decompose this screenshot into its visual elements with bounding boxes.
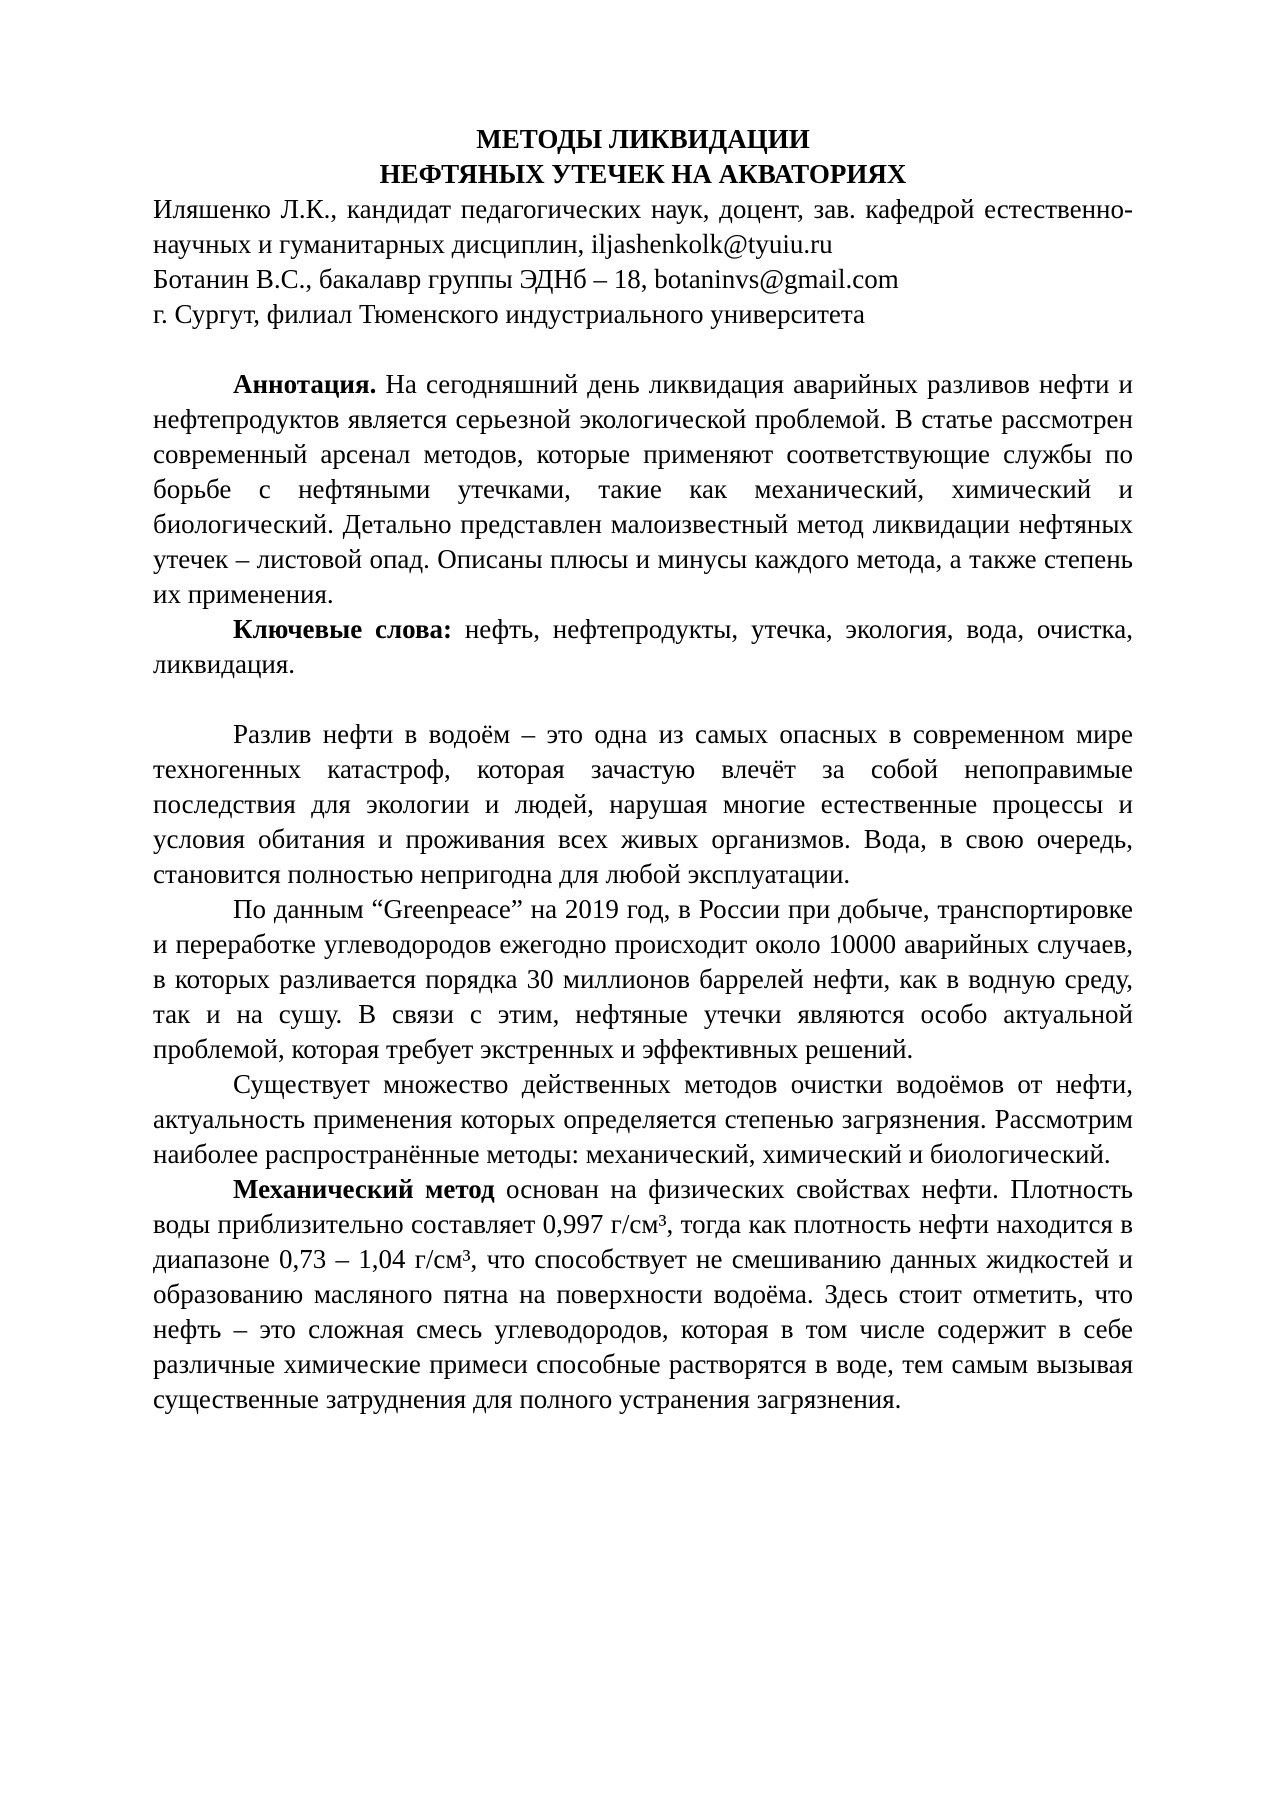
title-line-1: МЕТОДЫ ЛИКВИДАЦИИ: [476, 124, 810, 154]
keywords-label: Ключевые слова:: [233, 614, 453, 644]
mechanical-method-text: основан на физических свойствах нефти. Плотность воды приблизительно составляет 0,997 г/см³, тогда как плотность нефти находится в диапазоне 0,73 – 1,04 г/см³, что способствует не смешиванию данных жидкостей и образованию масляного пятна на поверхности водоёма. Здесь стоит отметить, что нефть – это сложная смесь углеводородов, которая в том числе содержит в себе различные химические примеси способные растворятся в воде, тем самым вызывая существенные затруднения для полного устранения загрязнения.: [153, 1174, 1133, 1414]
author-1: Иляшенко Л.К., кандидат педагогических наук, доцент, зав. кафедрой естественно-научных и гуманитарных дисциплин, iljashenkolk@tyuiu.ru: [153, 194, 1133, 259]
body-paragraph-2: По данным “Greenpeace” на 2019 год, в России при добыче, транспортировке и переработке углеводородов ежегодно происходит около 10000 аварийных случаев, в которых разливается порядка 30 миллионов баррелей нефти, как в водную среду, так и на сушу. В связи с этим, нефтяные утечки являются особо актуальной проблемой, которая требует экстренных и эффективных решений.: [153, 894, 1133, 1064]
abstract-paragraph: [153, 367, 1133, 612]
abstract-text: На сегодняшний день ликвидация аварийных разливов нефти и нефтепродуктов является серьезной экологической проблемой. В статье рассмотрен современный арсенал методов, которые применяют соответствующие службы по борьбе с нефтяными утечками, такие как механический, химический и биологический. Детально представлен малоизвестный метод ликвидации нефтяных утечек – листовой опад. Описаны плюсы и минусы каждого метода, а также степень их применения.: [153, 369, 1133, 609]
body-paragraph-3: Существует множество действенных методов очистки водоёмов от нефти, актуальность применения которых определяется степенью загрязнения. Рассмотрим наиболее распространённые методы: механический, химический и биологический.: [153, 1069, 1133, 1169]
authors-block: [153, 192, 1133, 332]
affiliation: г. Сургут, филиал Тюменского индустриального университета: [153, 299, 865, 329]
body-paragraph-4: [153, 1172, 1133, 1417]
page-content: [153, 122, 1133, 1417]
mechanical-method-label: Механический метод: [233, 1174, 495, 1204]
abstract-label: Аннотация.: [233, 369, 377, 399]
spacer: [153, 682, 1133, 717]
author-2: Ботанин В.С., бакалавр группы ЭДНб – 18, botaninvs@gmail.com: [153, 264, 899, 294]
article-title: [153, 122, 1133, 192]
title-line-2: НЕФТЯНЫХ УТЕЧЕК НА АКВАТОРИЯХ: [379, 159, 907, 189]
keywords-text: нефть, нефтепродукты, утечка, экология, вода, очистка, ликвидация.: [153, 614, 1133, 679]
body-paragraph-1: Разлив нефти в водоём – это одна из самых опасных в современном мире техногенных катастроф, которая зачастую влечёт за собой непоправимые последствия для экологии и людей, нарушая многие естественные процессы и условия обитания и проживания всех живых организмов. Вода, в свою очередь, становится полностью непригодна для любой эксплуатации.: [153, 719, 1133, 889]
keywords-paragraph: [153, 612, 1133, 682]
spacer: [153, 332, 1133, 367]
